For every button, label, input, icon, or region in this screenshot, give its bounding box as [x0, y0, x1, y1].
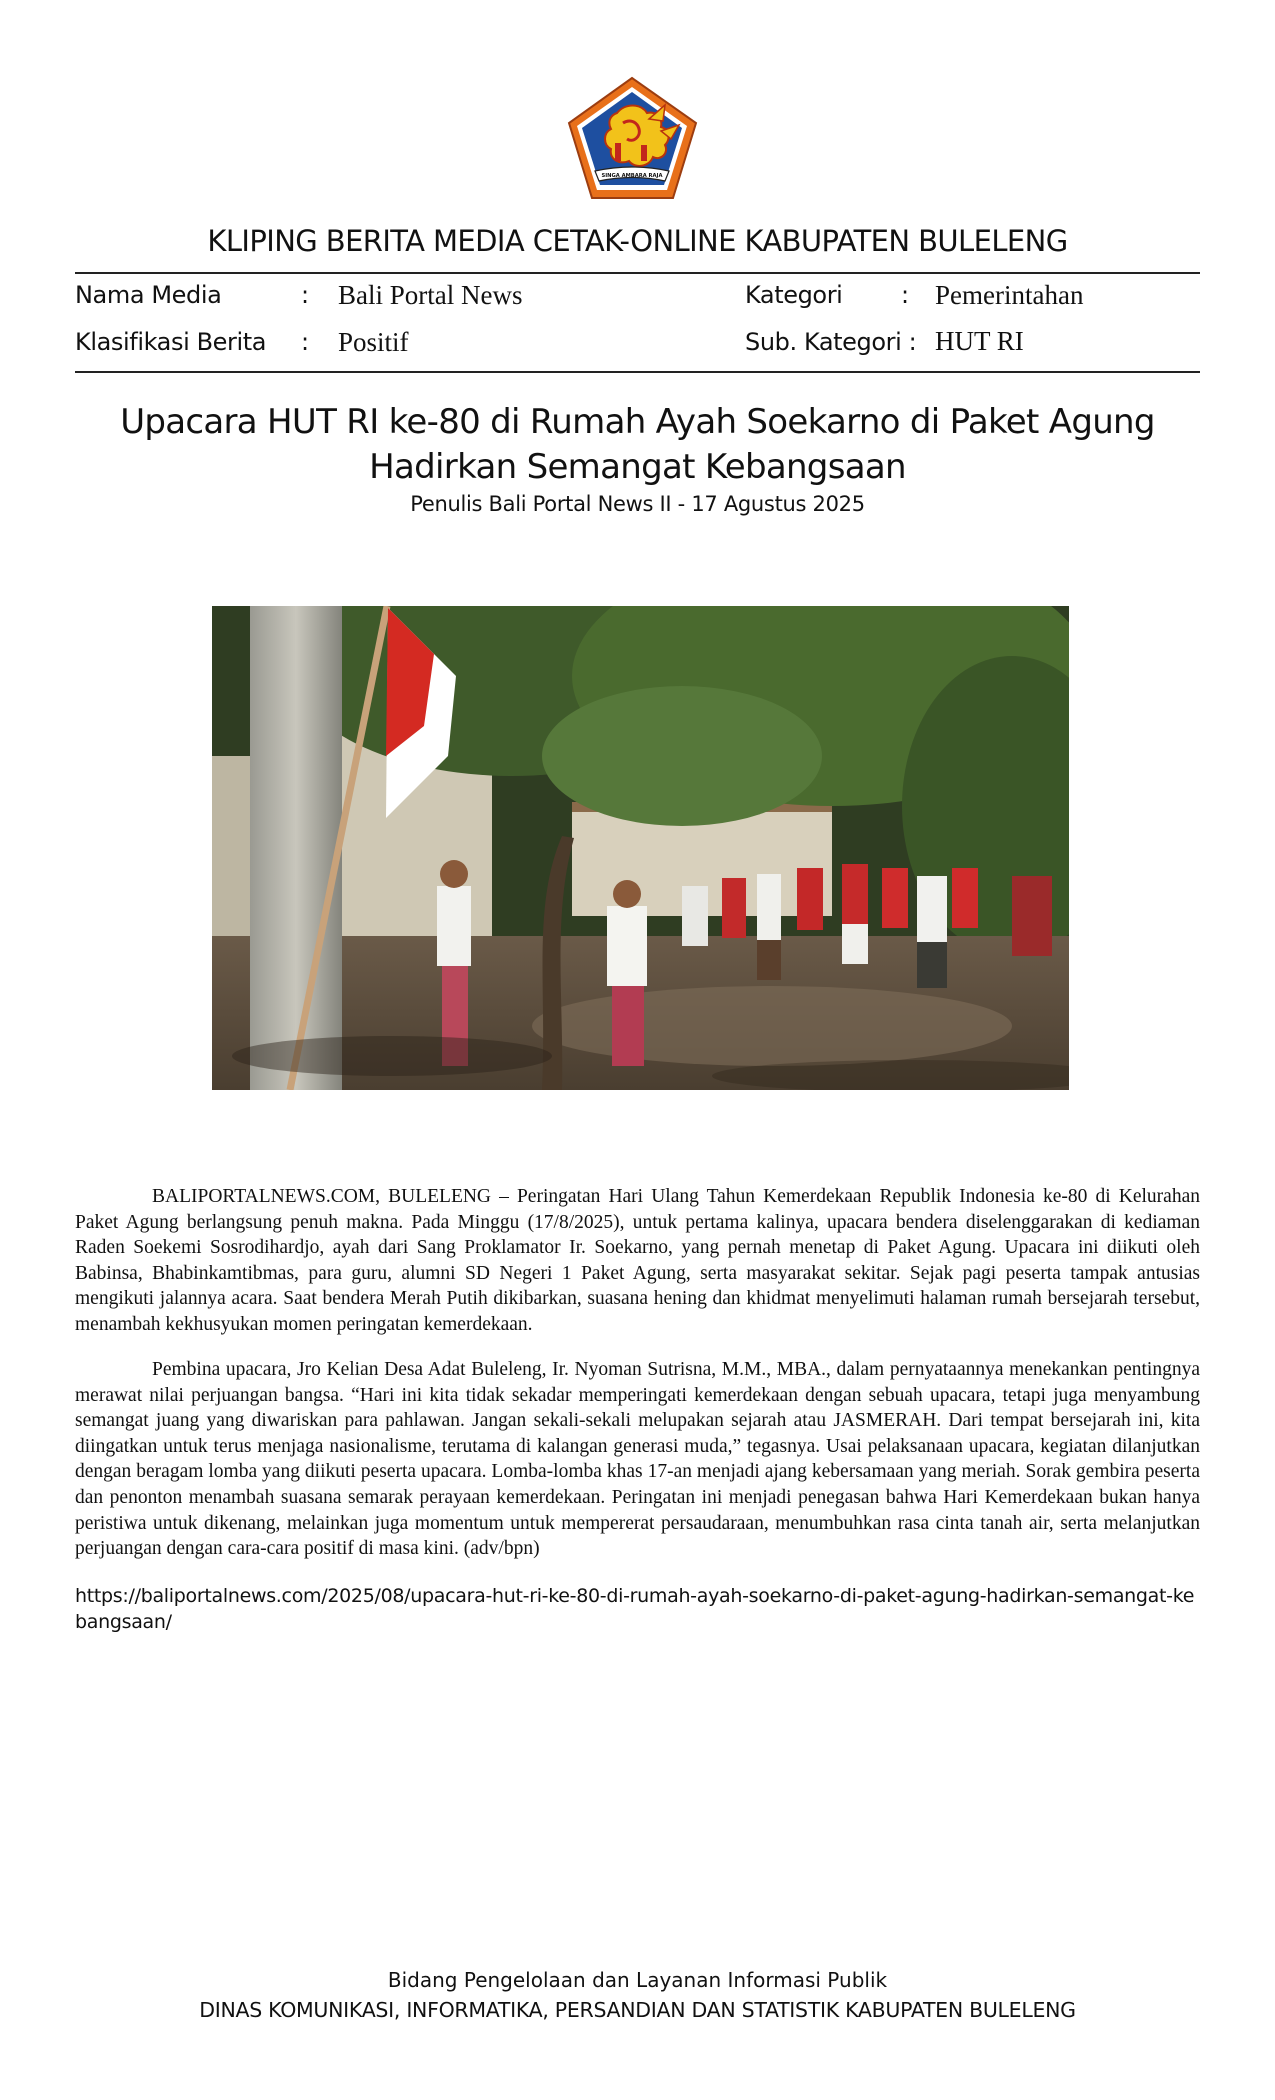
- media-name-value: Bali Portal News: [338, 280, 523, 310]
- article-title: [100, 400, 1175, 490]
- subcategory-value: HUT RI: [935, 326, 1024, 356]
- flag-ceremony-photo: [212, 606, 1069, 1090]
- article-title-line-1: Upacara HUT RI ke-80 di Rumah Ayah Soekarno di Paket Agung: [120, 402, 1155, 442]
- source-url[interactable]: https://baliportalnews.com/2025/08/upacara-hut-ri-ke-80-di-rumah-ayah-soekarno-di-paket-agung-hadirkan-semangat-kebangsaan/: [75, 1585, 1195, 1633]
- footer-agency: DINAS KOMUNIKASI, INFORMATIKA, PERSANDIAN DAN STATISTIK KABUPATEN BULELENG: [199, 1998, 1076, 2022]
- category-colon: :: [901, 281, 910, 309]
- footer-department: Bidang Pengelolaan dan Layanan Informasi Publik: [387, 1968, 888, 1992]
- article-paragraph-2: Pembina upacara, Jro Kelian Desa Adat Buleleng, Ir. Nyoman Sutrisna, M.M., MBA., dalam pernyataannya menekankan pentingnya merawat nilai perjuangan bangsa. “Hari ini kita tidak sekadar memperingati kemerdekaan dengan sebuah upacara, tetapi juga menyambung semangat juang yang diwariskan para pahlawan. Jangan sekali-sekali melupakan sejarah atau JASMERAH. Dari tempat bersejarah ini, kita diingatkan untuk terus menjaga nasionalisme, terutama di kalangan generasi muda,” tegasnya. Usai pelaksanaan upacara, kegiatan dilanjutkan dengan beragam lomba yang diikuti peserta upacara. Lomba-lomba khas 17-an menjadi ajang kebersamaan yang meriah. Sorak gembira peserta dan penonton menambah suasana semarak perayaan kemerdekaan. Peringatan ini menjadi penegasan bahwa Hari Kemerdekaan bukan hanya peristiwa untuk dikenang, melainkan juga momentum untuk mempererat persaudaraan, menumbuhkan rasa cinta tanah air, serta melanjutkan perjuangan dengan cara-cara positif di masa kini. (adv/bpn): [75, 1359, 1200, 1560]
- category-label: Kategori: [745, 281, 843, 309]
- classification-colon: :: [301, 328, 310, 356]
- media-name-colon: :: [301, 281, 310, 309]
- classification-label: Klasifikasi Berita: [75, 328, 267, 356]
- media-name-label: Nama Media: [75, 281, 222, 309]
- classification-value: Positif: [338, 327, 409, 357]
- article-byline: Penulis Bali Portal News II - 17 Agustus 2025: [410, 492, 865, 516]
- header-divider-bottom: [75, 371, 1200, 373]
- header-divider-top: [75, 272, 1200, 274]
- article-paragraph-1: BALIPORTALNEWS.COM, BULELENG – Peringatan Hari Ulang Tahun Kemerdekaan Republik Indonesia ke-80 di Kelurahan Paket Agung berlangsung penuh makna. Pada Minggu (17/8/2025), untuk pertama kalinya, upacara bendera diselenggarakan di kediaman Raden Soekemi Sosrodihardjo, ayah dari Sang Proklamator Ir. Soekarno, yang pernah menetap di Paket Agung. Upacara ini diikuti oleh Babinsa, Bhabinkamtibmas, para guru, alumni SD Negeri 1 Paket Agung, serta masyarakat sekitar. Sejak pagi peserta tampak antusias mengikuti jalannya acara. Saat bendera Merah Putih dikibarkan, suasana hening dan khidmat menyelimuti halaman rumah bersejarah tersebut, menambah kekhusyukan momen peringatan kemerdekaan.: [75, 1186, 1200, 1335]
- document-header-title: KLIPING BERITA MEDIA CETAK-ONLINE KABUPATEN BULELENG: [207, 224, 1068, 258]
- subcategory-label: Sub. Kategori :: [745, 328, 917, 356]
- category-value: Pemerintahan: [935, 280, 1084, 310]
- logo-motto: SINGA AMBARA RAJA: [601, 173, 663, 179]
- article-title-line-2: Hadirkan Semangat Kebangsaan: [369, 447, 906, 487]
- singa-ambara-raja-crest-icon: [565, 75, 700, 202]
